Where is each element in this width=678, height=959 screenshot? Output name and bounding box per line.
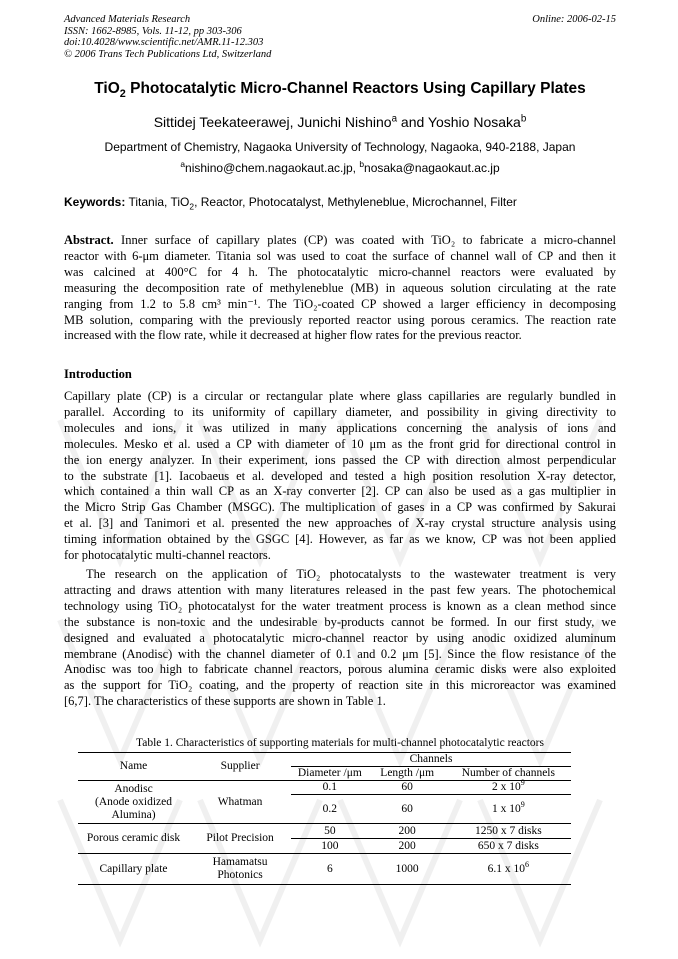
abstract-line: reactor with 6-μm diameter. Titania sol was used to coat the surface of channel wall of CP and then it xyxy=(64,248,616,263)
cell: 200 xyxy=(369,824,446,839)
intro-paragraph-2 xyxy=(64,567,616,710)
cell-anodisc-supplier: Whatman xyxy=(189,781,291,824)
intro-line: parallel. According to its uniformity of capillary diameter, and possibility in giving directivity to xyxy=(64,404,616,419)
cell: 60 xyxy=(369,781,446,795)
cell: 650 x 7 disks xyxy=(446,839,571,854)
abstract-line: ranging from 1.2 to 5.8 cm³ min⁻¹. The TiO₂-coated CP showed a larger efficiency in decomposing xyxy=(64,296,616,311)
journal-header xyxy=(64,14,616,60)
intro-line: membrane (Anodisc) with the channel diameter of 0.1 and 0.2 μm [5]. Since the flow resistance of the xyxy=(64,646,616,661)
table-caption: Table 1. Characteristics of supporting materials for multi-channel photocatalytic reactors xyxy=(136,737,544,749)
section-heading-introduction: Introduction xyxy=(64,367,132,381)
intro-line: technology using TiO₂ photocatalyst for the water treatment process is known as a clean method since xyxy=(64,598,616,613)
intro-line: attracting and draws attention with many literatures released in the past few years. The photochemical xyxy=(64,582,616,597)
cell-capillary-name: Capillary plate xyxy=(78,854,189,885)
intro-paragraph-1 xyxy=(64,389,616,564)
cell: 100 xyxy=(291,839,369,854)
table-1 xyxy=(78,752,571,885)
intro-line: which contained a thin wall CP as an X-ray converter [2]. CP can also be used as a gas multiplier in xyxy=(64,484,616,499)
cell: 0.2 xyxy=(291,795,369,824)
issn: ISSN: 1662-8985, Vols. 11-12, pp 303-306 xyxy=(64,25,242,37)
cell-anodisc-name: Anodisc (Anode oxidized Alumina) xyxy=(78,781,189,824)
header-supplier: Supplier xyxy=(189,753,291,781)
abstract-line: measuring the decomposition rate of methyleneblue (MB) in aqueous solution circulating at the rate xyxy=(64,280,616,295)
header-channels: Channels xyxy=(291,753,571,767)
cell-porous-name: Porous ceramic disk xyxy=(78,824,189,854)
cell: 2 x $10^9$ xyxy=(446,781,571,795)
cell: 60 xyxy=(369,795,446,824)
header-name: Name xyxy=(78,753,189,781)
keywords: Keywords: Titania, TiO$_2$, Reactor, Photocatalyst, Methyleneblue, Microchannel, Filter xyxy=(64,195,517,212)
intro-line: the ion energy analyzer. In their experiment, ions passed the CP with direction almost perpendicular xyxy=(64,452,616,467)
intro-line: [6,7]. The characteristics of these supports are shown in Table 1. xyxy=(64,694,386,709)
doi: doi:10.4028/www.scientific.net/AMR.11-12.303 xyxy=(64,37,264,49)
intro-line: et al. [3] and Tanimori et al. presented the new approaches of X-ray crystal structure analysis using xyxy=(64,516,616,531)
table-row xyxy=(78,824,571,839)
intro-line: to the substrate [1]. Iacobaeus et al. developed and tested a high position resolution X-ray detector, xyxy=(64,468,616,483)
cell: 1 x $10^9$ xyxy=(446,795,571,824)
intro-line: designed and evaluated a photocatalytic micro-channel reactor by using anodic oxidized aluminum xyxy=(64,630,616,645)
cell: 50 xyxy=(291,824,369,839)
copyright: © 2006 Trans Tech Publications Ltd, Switzerland xyxy=(64,48,272,60)
intro-line: the substance is non-toxic and the undesirable by-products cannot be formed. In our first study, we xyxy=(64,614,616,629)
abstract-line: MB solution, comparing with the previously reported reactor using porous ceramics. The reaction rate xyxy=(64,312,616,327)
header-diameter: Diameter /μm xyxy=(291,767,369,781)
email-b[interactable]: nosaka@nagaokaut.ac.jp xyxy=(364,161,500,175)
header-number: Number of channels xyxy=(446,767,571,781)
intro-line: Anodisc was too high to fabricate channel reactors, porous alumina ceramic disks were also exploited xyxy=(64,662,616,677)
emails: $^a$nishino@chem.nagaokaut.ac.jp, $^b$nosaka@nagaokaut.ac.jp xyxy=(180,159,500,175)
intro-line: molecules. Mesko et al. used a CP with diameter of 10 μm as the front grid for directional control in xyxy=(64,436,616,451)
abstract xyxy=(64,233,616,344)
intro-line: timing information obtained by the GSGC [4]. However, as far as we know, CP was not been applied xyxy=(64,532,616,547)
paper-title: TiO$_2$ Photocatalytic Micro-Channel Reactors Using Capillary Plates xyxy=(94,80,586,101)
intro-line: The research on the application of TiO₂ photocatalysts to the wastewater treatment is very xyxy=(86,567,616,581)
abstract-line: Abstract. Inner surface of capillary plates (CP) was coated with TiO₂ to fabricate a micro-channel xyxy=(64,233,616,247)
cell: 6.1 x $10^6$ xyxy=(446,854,571,885)
intro-line: for photocatalytic multi-channel reactors. xyxy=(64,548,271,563)
journal-name: Advanced Materials Research xyxy=(64,14,191,25)
cell: 6 xyxy=(291,854,369,885)
cell: 200 xyxy=(369,839,446,854)
cell-capillary-supplier: Hamamatsu Photonics xyxy=(189,854,291,885)
table-header-row xyxy=(78,753,571,767)
intro-line: Capillary plate (CP) is a circular or rectangular plate where glass capillaries are regularly bundled in xyxy=(64,389,616,403)
header-length: Length /μm xyxy=(369,767,446,781)
abstract-line: increased with the flow rate, while it decreased at higher flow rates for the previous reactor. xyxy=(64,328,522,343)
intro-line: molecules and ions, it was utilized in many applications concerning the analysis of ions and xyxy=(64,420,616,435)
abstract-line: was calcined at 400°C for 4 h. The photocatalytic micro-channel reactors were evaluated by xyxy=(64,264,616,279)
cell: 1250 x 7 disks xyxy=(446,824,571,839)
online-date: Online: 2006-02-15 xyxy=(532,14,616,25)
intro-line: as the support for TiO₂ coating, and the property of reaction site in this microreactor was examined xyxy=(64,678,616,693)
intro-line: the Micro Strip Gas Chamber (MSGC). The multiplication of gases in a CP was confirmed by Sakurai xyxy=(64,500,616,515)
cell: 0.1 xyxy=(291,781,369,795)
email-a[interactable]: nishino@chem.nagaokaut.ac.jp, xyxy=(185,161,360,175)
table-row xyxy=(78,781,571,795)
table-row xyxy=(78,854,571,885)
cell-porous-supplier: Pilot Precision xyxy=(189,824,291,854)
authors: Sittidej Teekateerawej, Junichi Nishino$^a$ and Yoshio Nosaka$^b$ xyxy=(153,113,527,130)
affiliation: Department of Chemistry, Nagaoka University of Technology, Nagaoka, 940-2188, Japan xyxy=(104,140,576,154)
cell: 1000 xyxy=(369,854,446,885)
